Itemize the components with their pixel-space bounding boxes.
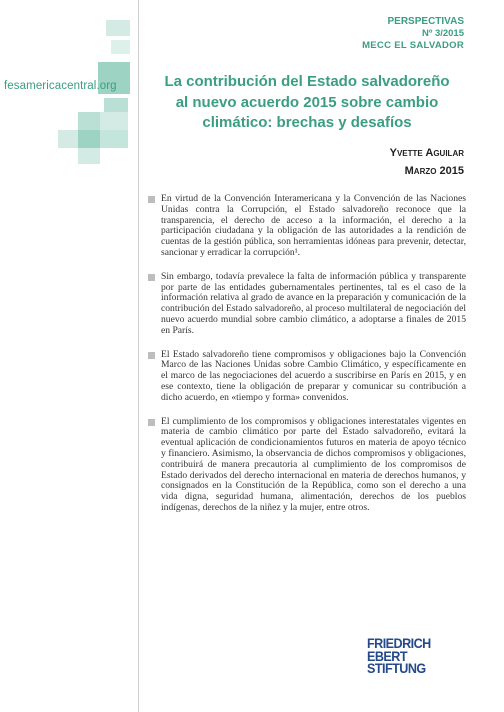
paragraph	[148, 417, 466, 514]
title-line: al nuevo acuerdo 2015 sobre cambio	[175, 93, 439, 111]
region-label: MECC EL SALVADOR	[362, 40, 464, 51]
decorative-square	[104, 98, 128, 112]
sidebar-divider	[138, 0, 139, 712]
decorative-square	[78, 130, 100, 148]
title-line: climático: brechas y desafíos	[202, 114, 412, 131]
paragraph-text: En virtud de la Convención Interamericana y la Convención de las Naciones Unidas contra la Corrupción, el Estado salvadoreño reconoce que la transparencia, el derecho de acceso a la información, el derecho a la participación ciudadana y la obligación de las autoridades a la rendición de cuentas de la gestión pública, son herramientas idóneas para prevenir, detectar, sancionar y erradicar la corrupción¹.	[161, 193, 466, 258]
decorative-square	[100, 130, 128, 148]
byline	[390, 144, 464, 180]
issue-number: Nº 3/2015	[421, 28, 464, 39]
bullet-square	[148, 274, 155, 281]
decorative-square	[111, 40, 130, 54]
document-title	[150, 72, 464, 134]
fes-logo	[367, 637, 467, 675]
paragraph	[148, 194, 466, 259]
publication-header	[324, 16, 464, 52]
logo-line: STIFTUNG	[367, 660, 426, 676]
paragraph-text: El Estado salvadoreño tiene compromisos y obligaciones bajo la Convención Marco de las Naciones Unidas sobre Cambio Climático, y específicamente en el marco de las negociaciones del acuerdo a suscribirse en París en 2015, y en ese contexto, tiene la obligación de preparar y comunicar su contribución a dicho acuerdo, en «tiempo y forma» convenidos.	[161, 348, 466, 403]
publication-date: Marzo 2015	[404, 165, 464, 177]
paragraph-text: El cumplimiento de los compromisos y obligaciones interestatales vigentes en materia de cambio climático por parte del Estado salvadoreño, evitará la eventual aplicación de condicionamientos futuros en materia de apoyo técnico y financiero. Asimismo, la observancia de dichos compromisos y obligaciones, contribuirá de manera precautoria al cumplimiento de los compromisos de Estado derivados del derecho internacional en materia de derechos humanos, y consignados en la Constitución de la República, como son el derecho a una vida digna, seguridad humana, alimentación, derechos de los pueblos indígenas, derechos de la niñez y la mujer, entre otros.	[161, 415, 466, 513]
decorative-square	[78, 148, 100, 164]
decorative-square	[78, 112, 100, 130]
decorative-square	[58, 130, 78, 148]
bullet-square	[148, 196, 155, 203]
website-url[interactable]: fesamericacentral.org	[4, 80, 117, 92]
paragraph-text: Sin embargo, todavía prevalece la falta de información pública y transparente por parte de las entidades gubernamentales pertinentes, tal es el caso de la información relativa al grado de avance en la preparación y comunicación de la contribución del Estado salvadoreño, al proceso multilateral de negociación del nuevo acuerdo mundial sobre cambio climático, a adoptarse a finales de 2015 en París.	[161, 270, 466, 336]
logo-line: FRIEDRICH	[367, 635, 431, 651]
author-name: Yvette Aguilar	[389, 147, 464, 159]
series-name: PERSPECTIVAS	[387, 16, 464, 27]
decorative-square	[100, 112, 128, 130]
decorative-square	[106, 20, 130, 36]
logo-line: EBERT	[367, 647, 408, 664]
title-line: La contribución del Estado salvadoreño	[164, 73, 450, 90]
bullet-square	[148, 352, 155, 359]
paragraph	[148, 272, 466, 337]
bullet-square	[148, 419, 155, 426]
body-text	[148, 194, 466, 527]
paragraph	[148, 350, 466, 404]
